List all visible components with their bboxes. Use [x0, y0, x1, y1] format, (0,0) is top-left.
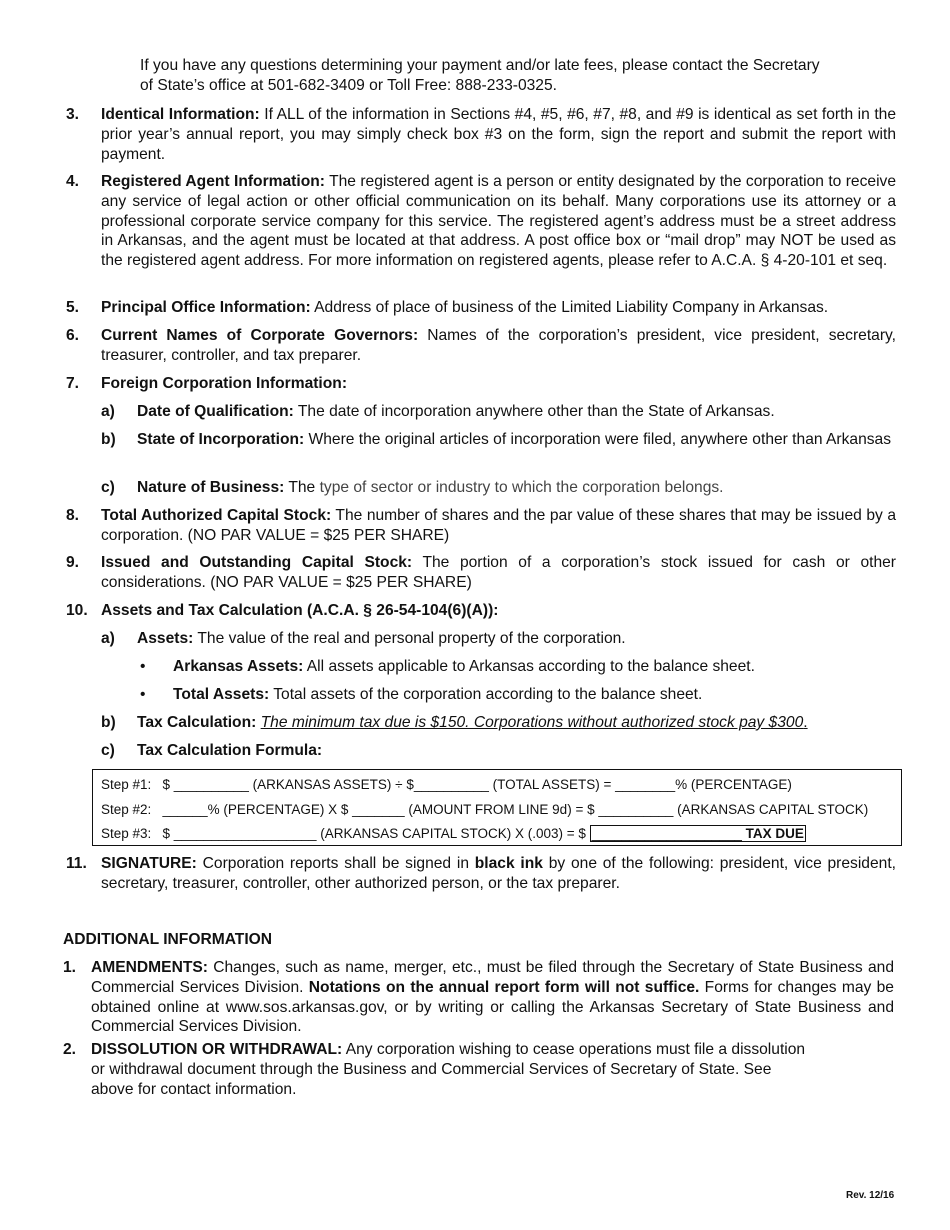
item-6-title: Current Names of Corporate Governors:	[101, 327, 419, 344]
item-10a-text: The value of the real and personal property of the corporation.	[193, 630, 626, 647]
item-4-title: Registered Agent Information:	[101, 173, 325, 190]
item-5-title: Principal Office Information:	[101, 299, 311, 316]
amendments-text-2: Forms for changes may be obtained online at www.sos.arkansas.gov, or by writing or calling the Arkansas Secretary of State Business and Commercial Services Division.	[91, 978, 894, 1036]
bullet-icon: •	[140, 658, 146, 675]
item-7b-label: b)	[101, 431, 116, 448]
total-assets-title: Total Assets:	[173, 686, 270, 703]
additional-2-dissolution	[91, 1040, 891, 1099]
additional-1-number: 1.	[63, 959, 77, 976]
item-3-title: Identical Information:	[101, 106, 260, 123]
tax-due-label: TAX DUE	[745, 826, 804, 841]
amendments-bold: Notations on the annual report form will not suffice.	[308, 978, 700, 996]
item-10a-label: a)	[101, 630, 115, 647]
item-10c-label: c)	[101, 742, 115, 759]
arkansas-assets-text: All assets applicable to Arkansas according to the balance sheet.	[303, 658, 755, 675]
item-7c-text-lead: The	[284, 479, 320, 496]
tax-due-blank: ____________________	[591, 826, 742, 841]
item-7b-title: State of Incorporation:	[137, 431, 305, 448]
item-11-text-2: by one of the following: president, vice president, secretary, treasurer, controller, other authorized person, or the tax preparer.	[101, 855, 896, 892]
item-10a-total-assets	[173, 685, 893, 705]
item-10b-label: b)	[101, 714, 116, 731]
revision-label: Rev. 12/16	[846, 1190, 895, 1201]
item-6-text: Names of the corporation’s president, vice president, secretary, treasurer, controller, and tax preparer.	[101, 327, 896, 364]
formula-step-3-text: Step #3: $ ___________________ (ARKANSAS CAPITAL STOCK) X (.003) = $	[101, 826, 590, 841]
item-10-title: Assets and Tax Calculation (A.C.A. § 26-54-104(6)(A)):	[101, 602, 499, 619]
item-3-number: 3.	[66, 106, 80, 123]
item-7a-text: The date of incorporation anywhere other than the State of Arkansas.	[293, 403, 775, 420]
item-3-text: If ALL of the information in Sections #4, #5, #6, #7, #8, and #9 is identical as set forth in the prior year’s annual report, you may simply check box #3 on the form, sign the report and submit the report with payment.	[101, 106, 896, 163]
intro-line-2: of State’s office at 501-682-3409 or Toll Free: 888-233-0325.	[140, 76, 557, 94]
item-8-text: The number of shares and the par value of these shares that may be issued by a corporation. (NO PAR VALUE = $25 PER SHARE)	[101, 507, 896, 544]
item-7a-label: a)	[101, 403, 115, 420]
item-10a-assets	[137, 629, 897, 649]
item-5-number: 5.	[66, 299, 80, 316]
formula-step-2: Step #2: ______% (PERCENTAGE) X $ _______ (AMOUNT FROM LINE 9d) = $ __________ (ARKANSAS CAPITAL STOCK)	[101, 802, 869, 817]
tax-calculation-title: Tax Calculation:	[137, 714, 257, 731]
item-7a-title: Date of Qualification:	[137, 403, 294, 420]
additional-information-heading: ADDITIONAL INFORMATION	[63, 931, 273, 948]
amendments-title: AMENDMENTS:	[91, 959, 208, 976]
item-9-issued-capital-stock	[101, 553, 896, 593]
item-6-number: 6.	[66, 327, 80, 344]
bullet-icon: •	[140, 686, 146, 703]
tax-calculation-text: The minimum tax due is $150. Corporations without authorized stock pay $300	[260, 714, 804, 731]
additional-1-amendments	[91, 958, 894, 1037]
item-11-number: 11.	[66, 855, 87, 872]
arkansas-assets-title: Arkansas Assets:	[173, 658, 304, 675]
item-7c-text: type of sector or industry to which the corporation belongs.	[319, 479, 724, 496]
item-4-text: The registered agent is a person or entity designated by the corporation to receive any service of legal action or other official communication on its behalf. Many corporations use its attorney or a professional corporate service company for this service. The registered agent’s address must be a street address in Arkansas, and the agent must be located at that address. A post office box or “mail drop” may NOT be used as the registered agent address. For more information on registered agents, please refer to A.C.A. § 4-20-101 et seq.	[101, 173, 897, 270]
item-11-text-1: Corporation reports shall be signed in	[196, 855, 475, 872]
dissolution-line-1: Any corporation wishing to cease operations must file a dissolution	[342, 1041, 806, 1058]
amendments-text-1: Changes, such as name, merger, etc., must be filed through the Secretary of State Business and Commercial Services Division.	[91, 959, 894, 996]
dissolution-line-3: above for contact information.	[91, 1080, 297, 1098]
item-5-principal-office	[101, 298, 896, 318]
item-9-title: Issued and Outstanding Capital Stock:	[101, 554, 413, 571]
item-7c-nature-of-business	[137, 478, 897, 498]
intro-line-1: If you have any questions determining your payment and/or late fees, please contact the Secretary	[140, 57, 820, 74]
item-11-signature	[101, 854, 896, 894]
item-5-text: Address of place of business of the Limited Liability Company in Arkansas.	[310, 299, 829, 316]
formula-step-1: Step #1: $ __________ (ARKANSAS ASSETS) ÷ $__________ (TOTAL ASSETS) = ________% (PERCENTAGE)	[101, 777, 792, 792]
item-10-number: 10.	[66, 602, 88, 619]
item-7b-state-of-incorporation	[137, 430, 899, 450]
tax-due-box	[590, 825, 806, 842]
dissolution-line-2: or withdrawal document through the Business and Commercial Services of Secretary of State. See	[91, 1060, 772, 1078]
item-7b-text: Where the original articles of incorporation were filed, anywhere other than Arkansas	[304, 431, 892, 448]
item-9-text: The portion of a corporation’s stock issued for cash or other considerations. (NO PAR VALUE = $25 PER SHARE)	[101, 554, 896, 591]
item-10b-tax-calculation: Tax Calculation: The minimum tax due is $150. Corporations without authorized stock pay $300.	[137, 714, 808, 731]
item-8-number: 8.	[66, 507, 80, 524]
item-7c-title: Nature of Business:	[137, 479, 285, 496]
item-11-bold: black ink	[474, 855, 543, 872]
item-8-title: Total Authorized Capital Stock:	[101, 507, 332, 524]
item-3-identical-information	[101, 105, 896, 164]
tax-formula-box	[92, 769, 902, 846]
total-assets-text: Total assets of the corporation according to the balance sheet.	[269, 686, 703, 703]
item-10a-arkansas-assets	[173, 657, 893, 677]
item-8-authorized-capital-stock	[101, 506, 896, 546]
item-4-registered-agent	[101, 172, 896, 271]
item-4-number: 4.	[66, 173, 80, 190]
formula-step-3	[101, 824, 806, 844]
intro-text	[140, 56, 900, 96]
dissolution-title: DISSOLUTION OR WITHDRAWAL:	[91, 1041, 343, 1058]
item-9-number: 9.	[66, 554, 80, 571]
item-6-corporate-governors	[101, 326, 896, 366]
item-11-title: SIGNATURE:	[101, 855, 197, 872]
item-7c-label: c)	[101, 479, 115, 496]
item-7-number: 7.	[66, 375, 80, 392]
item-7a-date-of-qualification	[137, 402, 897, 422]
item-10c-title: Tax Calculation Formula:	[137, 742, 323, 759]
additional-2-number: 2.	[63, 1041, 77, 1058]
item-7-title: Foreign Corporation Information:	[101, 375, 348, 392]
item-10a-title: Assets:	[137, 630, 194, 647]
